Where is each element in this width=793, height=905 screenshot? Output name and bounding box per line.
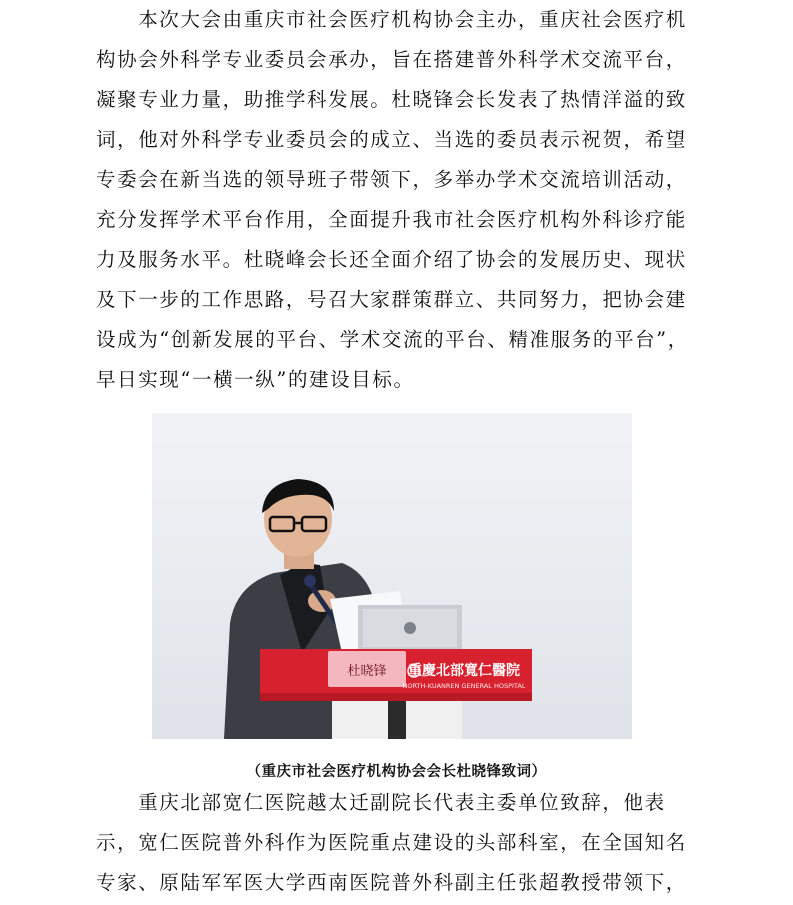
text-line: 设成为“创新发展的平台、学术交流的平台、精准服务的平台”， [96,328,689,351]
text-line: 本次大会由重庆市社会医疗机构协会主办，重庆社会医疗机 [96,8,687,31]
nameplate-text: 杜晓锋 [347,664,387,679]
text-line: 力及服务水平。杜晓峰会长还全面介绍了协会的发展历史、现状 [96,248,687,271]
text-line: 重庆北部宽仁医院越太迁副院长代表主委单位致辞，他表 [96,791,666,814]
text-line: 充分发挥学术平台作用，全面提升我市社会医疗机构外科诊疗能 [96,208,687,231]
text-line: 示，宽仁医院普外科作为医院重点建设的头部科室，在全国知名 [96,831,687,854]
text-line: 早日实现“一横一纵”的建设目标。 [96,368,415,391]
text-line: 词，他对外科学专业委员会的成立、当选的委员表示祝贺，希望 [96,128,687,151]
paragraph-intro [96,0,696,400]
text-line: 凝聚专业力量，助推学科发展。杜晓锋会长发表了热情洋溢的致 [96,88,687,111]
photo-caption: （重庆市社会医疗机构协会会长杜晓锋致词） [246,763,547,780]
podium-title: 重慶北部寬仁醫院 [408,663,520,679]
speaker-photo [152,413,632,739]
text-line: 构协会外科学专业委员会承办，旨在搭建普外科学术交流平台， [96,48,687,71]
podium-subtitle: NORTH-KUANREN GENERAL HOSPITAL [402,682,526,690]
text-line: 专委会在新当选的领导班子带领下，多举办学术交流培训活动， [96,168,687,191]
speaker-illustration [152,413,632,739]
paragraph-hospital-speech [96,783,696,903]
text-line: 及下一步的工作思路，号召大家群策群立、共同努力，把协会建 [96,288,687,311]
text-line: 专家、原陆军军医大学西南医院普外科副主任张超教授带领下， [96,871,687,894]
